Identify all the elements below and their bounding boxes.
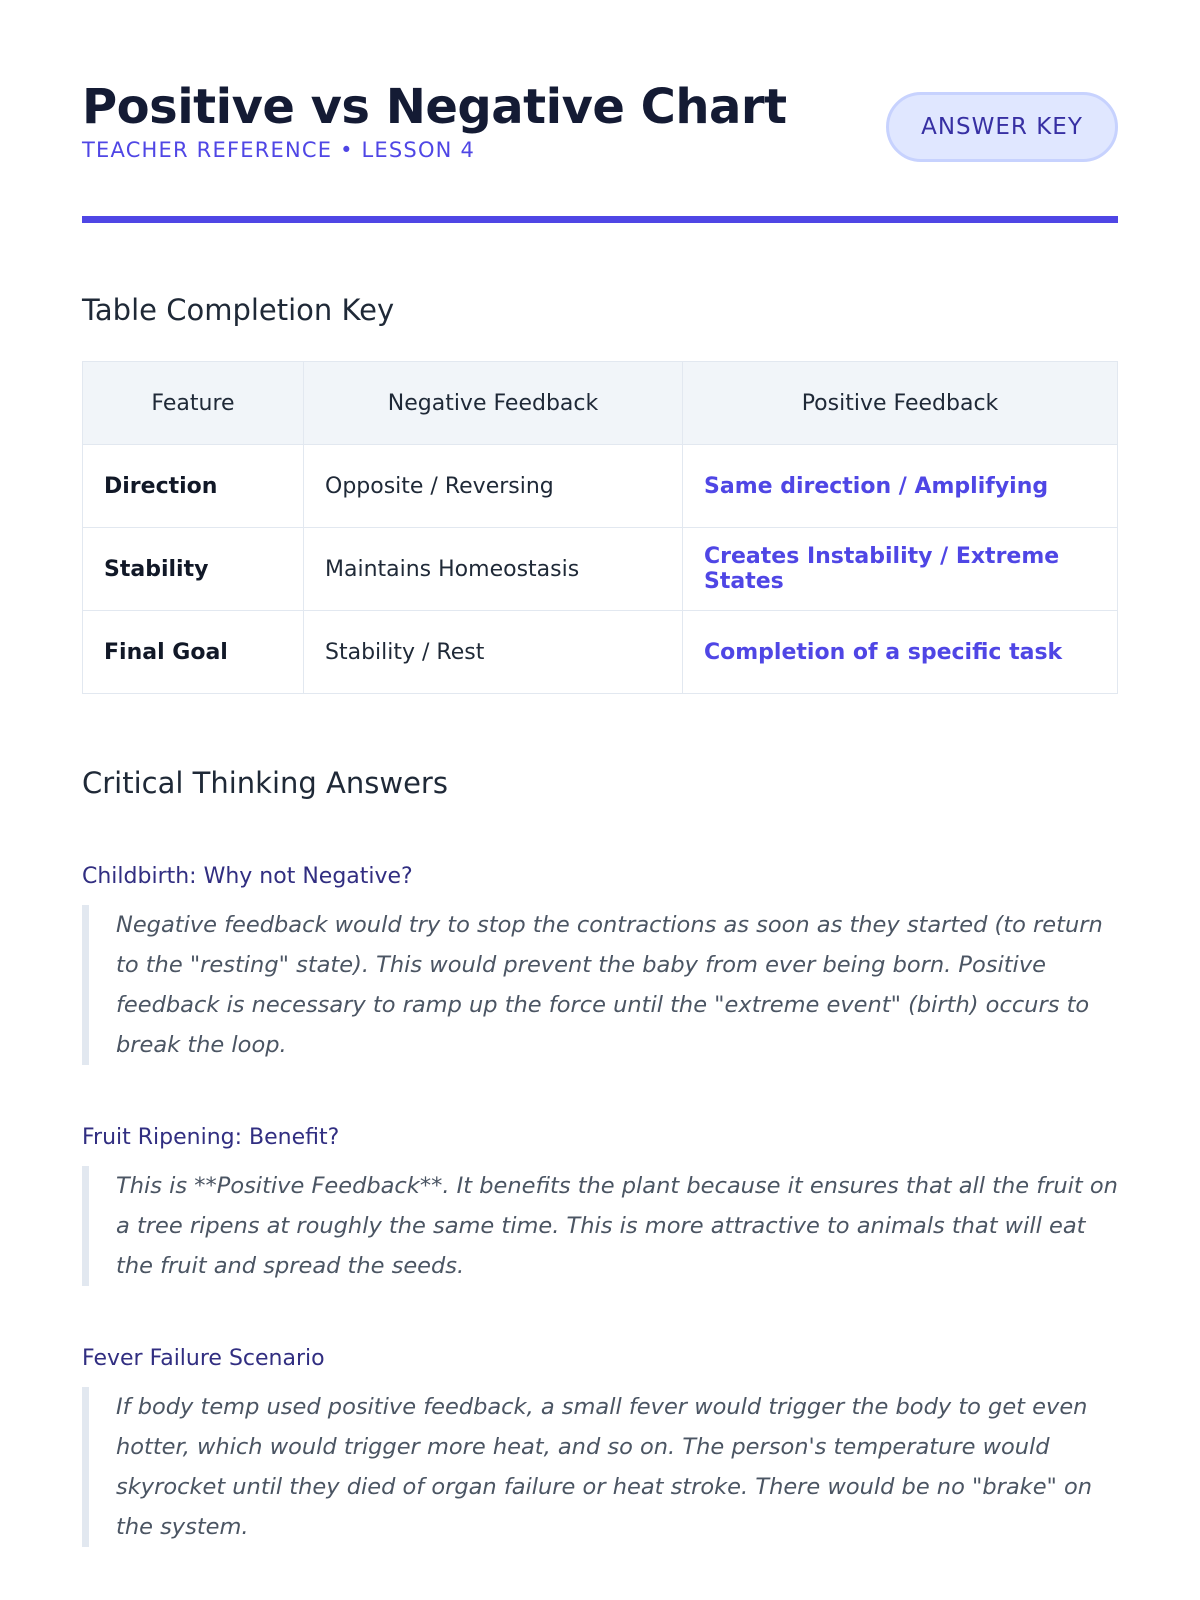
negative-cell: Maintains Homeostasis <box>304 528 683 611</box>
feature-cell: Direction <box>83 445 304 528</box>
page-header <box>82 0 1118 162</box>
question-title: Fruit Ripening: Benefit? <box>82 1125 340 1150</box>
question-title: Fever Failure Scenario <box>82 1346 325 1371</box>
answer-text: This is **Positive Feedback**. It benefits the plant because it ensures that all the fruit on a tree ripens at roughly the same time. This is more attractive to animals that will eat the fruit and spread the seeds. <box>82 1166 1118 1286</box>
page-subtitle: TEACHER REFERENCE • LESSON 4 <box>82 138 476 162</box>
feature-cell: Stability <box>83 528 304 611</box>
feature-cell: Final Goal <box>83 611 304 694</box>
column-header-negative: Negative Feedback <box>304 362 683 445</box>
negative-cell: Opposite / Reversing <box>304 445 683 528</box>
answer-text: If body temp used positive feedback, a small fever would trigger the body to get even hotter, which would trigger more heat, and so on. The person's temperature would skyrocket until they died of organ failure or heat stroke. There would be no "brake" on the system. <box>82 1387 1118 1547</box>
column-header-feature: Feature <box>83 362 304 445</box>
header-divider <box>82 216 1118 223</box>
question-title: Childbirth: Why not Negative? <box>82 864 413 889</box>
answers-section-title: Critical Thinking Answers <box>82 766 448 800</box>
negative-cell: Stability / Rest <box>304 611 683 694</box>
positive-cell: Creates Instability / Extreme States <box>683 528 1118 611</box>
positive-cell: Same direction / Amplifying <box>683 445 1118 528</box>
column-header-positive: Positive Feedback <box>683 362 1118 445</box>
table-header-row <box>83 362 1118 445</box>
table-section-title: Table Completion Key <box>82 293 395 327</box>
completion-table <box>82 361 1118 694</box>
table-row <box>83 528 1118 611</box>
qa-item <box>82 1346 1118 1547</box>
page-title: Positive vs Negative Chart <box>82 79 787 135</box>
qa-item <box>82 864 1118 1065</box>
table-row <box>83 611 1118 694</box>
answer-key-badge: ANSWER KEY <box>886 92 1118 162</box>
qa-item <box>82 1125 1118 1286</box>
answer-text: Negative feedback would try to stop the contractions as soon as they started (to return to the "resting" state). This would prevent the baby from ever being born. Positive feedback is necessary to ramp up the force until the "extreme event" (birth) occurs to break the loop. <box>82 905 1118 1065</box>
positive-cell: Completion of a specific task <box>683 611 1118 694</box>
table-row <box>83 445 1118 528</box>
